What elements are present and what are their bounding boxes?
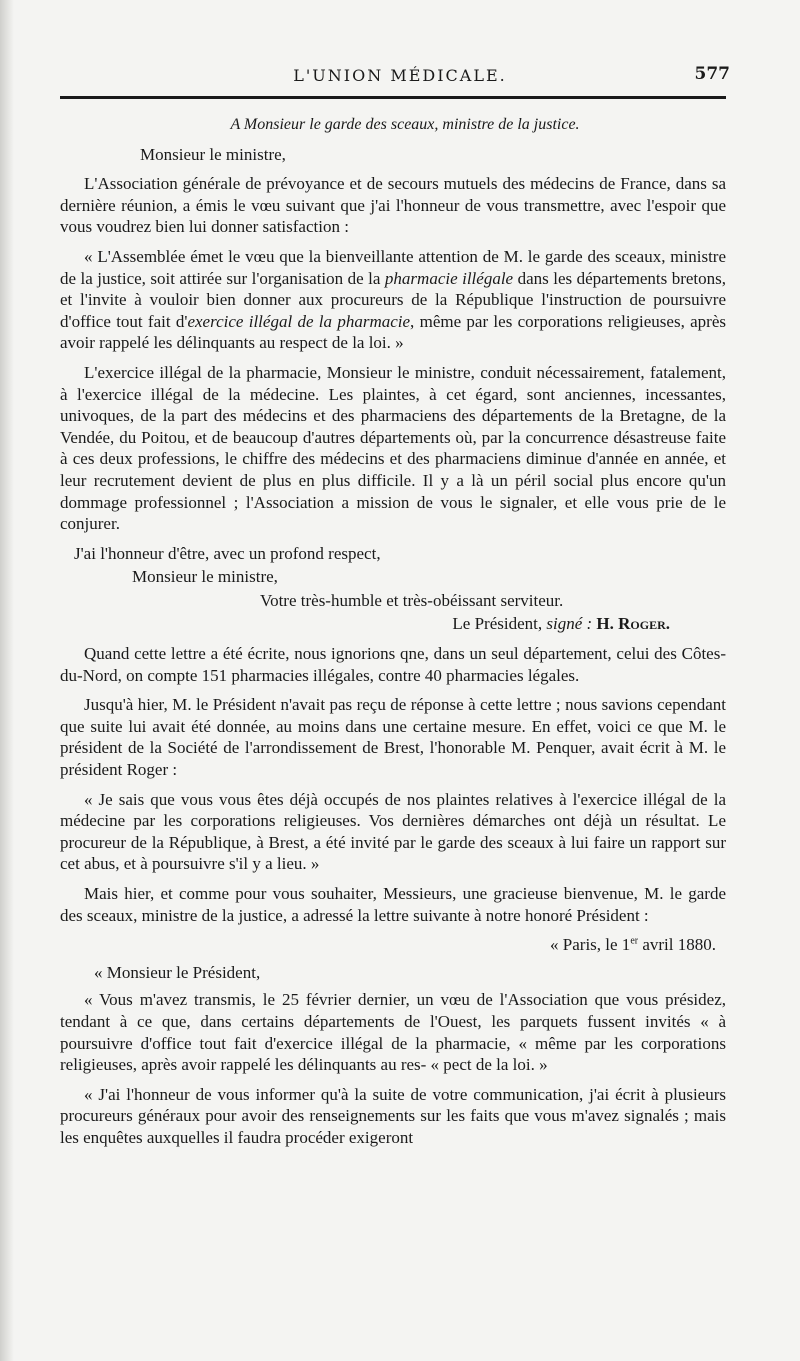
paragraph: Quand cette lettre a été écrite, nous ignorions qne, dans un seul département, celui des Côtes-du-Nord, on compte 151 pharmacies illégales, contre 40 pharmacies légales. — [60, 644, 726, 685]
closing-line: J'ai l'honneur d'être, avec un profond respect, — [74, 543, 381, 563]
date-text: avril 1880. — [638, 935, 716, 955]
letter-address: A Monsieur le garde des sceaux, ministre de la justice. — [230, 116, 580, 133]
text-run: , même par les corporations religieuses, après avoir rappelé les délinquants au respect de la loi. » — [60, 311, 726, 353]
italic-run: pharmacie illégale — [384, 268, 514, 288]
signature-signed: signé : — [546, 614, 593, 634]
paragraph: Jusqu'à hier, M. le Président n'avait pas reçu de réponse à cette lettre ; nous savions cependant que suite lui avait été donnée, au moins dans une certaine mesure. En effet, voici ce que M. le président de la Société de l'arrondissement de Brest, l'honorable M. Penquer, avait écrit à M. le président Roger : — [60, 695, 726, 780]
running-head — [60, 60, 740, 90]
letter-salutation: « Monsieur le Président, — [94, 962, 261, 982]
running-title: L'UNION MÉDICALE. — [293, 66, 507, 85]
signature — [60, 613, 726, 635]
quoted-resolution — [60, 246, 726, 354]
date-text: « Paris, le 1 — [550, 935, 631, 955]
text-run: dans les départements bretons, et l'invite à vouloir bien donner aux procureurs de la République l'instruction de poursuivre d'office tout fait d' — [60, 268, 727, 331]
paragraph: L'Association générale de prévoyance et de secours mutuels des médecins de France, dans sa dernière réunion, a émis le vœu suivant que j'ai l'honneur de vous transmettre, avec l'espoir que vous voudrez bien lui donner satisfaction : — [60, 174, 726, 237]
quoted-paragraph: « Je sais que vous vous êtes déjà occupés de nos plaintes relatives à l'exercice illégal de la médecine par les corporations religieuses. Vos dernières démarches ont déjà un résultat. Le procureur de la République, à Brest, a été invité par le garde des sceaux à lui faire un rapport sur cet abus, et à poursuivre s'il y a lieu. » — [60, 789, 726, 874]
signature-name: H. Roger. — [592, 614, 670, 634]
date-ordinal: er — [630, 935, 639, 947]
quoted-paragraph: « Vous m'avez transmis, le 25 février dernier, un vœu de l'Association que vous présidez, tendant à ce que, dans certains départements de l'Ouest, les parquets fussent invités « à poursuivre d'office tout fait d'exercice illégal de la pharmacie, « même par les corporations religieuses, après avoir rappelé les délinquants au res- « pect de la loi. » — [60, 990, 726, 1075]
letter-date — [60, 934, 726, 956]
text-run: « L'Assemblée émet le vœu que la bienveillante attention de M. le garde des sceaux, ministre de la justice, soit attirée sur l'organisation de la — [60, 246, 726, 288]
closing-line: Votre très-humble et très-obéissant serviteur. — [260, 590, 564, 610]
paragraph: L'exercice illégal de la pharmacie, Monsieur le ministre, conduit nécessairement, fatalement, à l'exercice illégal de la médecine. Les plaintes, à cet égard, sont anciennes, incessantes, univoques, de la part des médecins et des pharmaciens des départements de la Bretagne, de la Vendée, du Poitou, et de beaucoup d'autres départements où, par la concurrence désastreuse faite à ces deux professions, le chiffre des médecins et des pharmaciens diminue d'année en année, et leur recrutement devient de plus en plus difficile. Il y a là un péril social plus encore qu'un dommage professionnel ; l'Association a mission de vous le signaler, et elle vous prie de le conjurer. — [60, 362, 726, 534]
header-rule — [60, 96, 726, 99]
paragraph: Mais hier, et comme pour vous souhaiter, Messieurs, une gracieuse bienvenue, M. le garde des sceaux, ministre de la justice, a adressé la lettre suivante à notre honoré Président : — [60, 884, 726, 925]
italic-run: exercice illégal de la pharmacie — [187, 311, 411, 331]
closing-line: Monsieur le ministre, — [132, 567, 278, 587]
signature-prefix: Le Président, — [452, 614, 547, 634]
binding-shadow — [0, 0, 14, 1361]
letter-salutation: Monsieur le ministre, — [140, 144, 286, 164]
page-number: 577 — [694, 64, 730, 84]
body-text — [60, 114, 726, 1157]
quoted-paragraph: « J'ai l'honneur de vous informer qu'à la suite de votre communication, j'ai écrit à plusieurs procureurs généraux pour avoir des renseignements sur les faits que vous m'avez signalés ; mais les enquêtes auxquelles il faudra procéder exigeront — [60, 1084, 726, 1147]
